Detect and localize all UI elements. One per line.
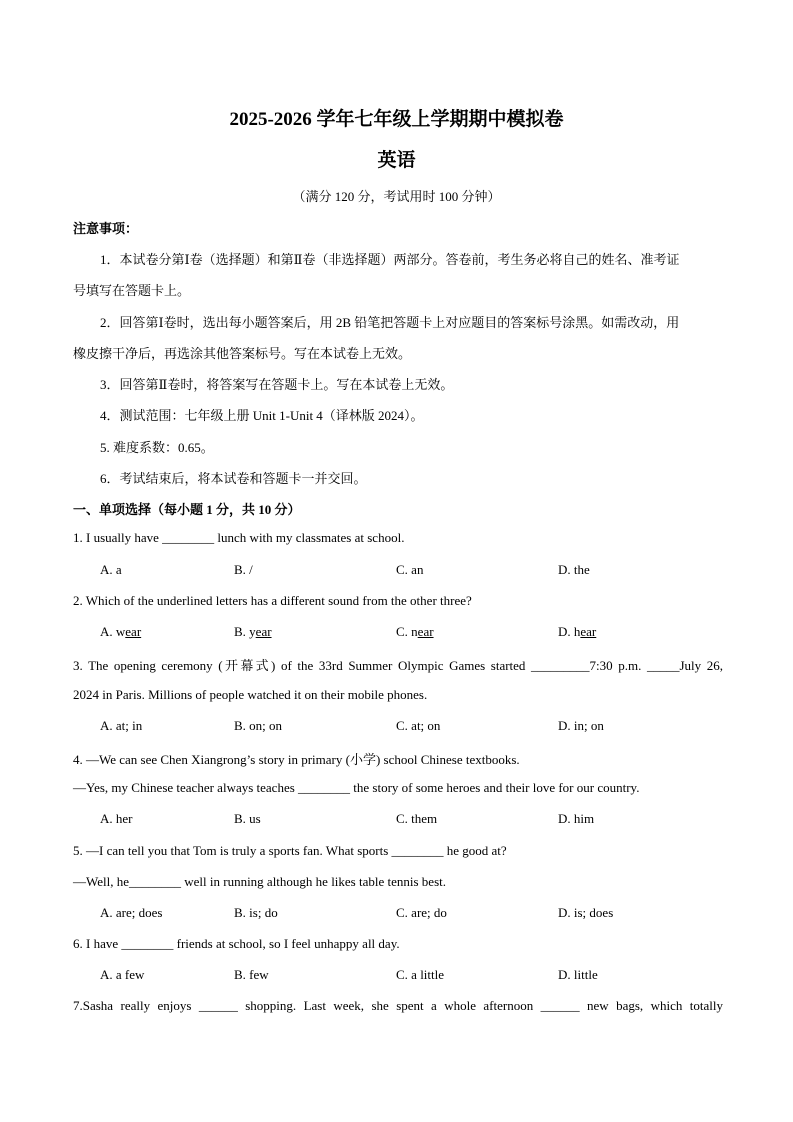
section-heading: 一、单项选择（每小题 1 分，共 10 分） [73,502,301,517]
q1-option-b: B. / [234,562,253,577]
q4-option-a: A. her [100,811,133,826]
q1-option-c: C. an [396,562,424,577]
question-7-stem-line-1: 7.Sasha really enjoys ______ shopping. Last week, she spent a whole afternoon ______ new bags, which totally [73,998,723,1013]
q5-option-c: C. are; do [396,905,447,920]
q3-option-a: A. at; in [100,718,143,733]
notice-item-2-line-1: 2．回答第Ⅰ卷时，选出每小题答案后，用 2B 铅笔把答题卡上对应题目的答案标号涂黑。如需改动，用 [100,315,680,330]
page-title: 2025-2026 学年七年级上学期期中模拟卷 [229,109,564,130]
notice-item-5: 5. 难度系数：0.65。 [100,440,214,455]
notice-heading: 注意事项： [73,221,139,236]
q5-option-a: A. are; does [100,905,163,920]
q2-option-d: D. hear [558,624,597,639]
q6-option-a: A. a few [100,967,145,982]
q6-option-c: C. a little [396,967,445,982]
q3-option-c: C. at; on [396,718,441,733]
q2-option-c: C. near [396,624,434,639]
question-5-stem-line-2: —Well, he________ well in running although he likes table tennis best. [73,874,447,889]
q6-option-b: B. few [234,967,269,982]
q1-option-d: D. the [558,562,590,577]
q3-option-d: D. in; on [558,718,604,733]
notice-item-2-line-2: 橡皮擦干净后，再选涂其他答案标号。写在本试卷上无效。 [73,346,412,361]
q4-option-c: C. them [396,811,438,826]
notice-item-1-line-2: 号填写在答题卡上。 [73,283,191,298]
notice-item-4: 4．测试范围：七年级上册 Unit 1-Unit 4（译林版 2024）。 [100,408,424,423]
question-2-stem: 2. Which of the underlined letters has a different sound from the other three? [73,593,472,608]
notice-item-1-line-1: 1．本试卷分第Ⅰ卷（选择题）和第Ⅱ卷（非选择题）两部分。答卷前，考生务必将自己的姓名、准考证 [100,252,680,267]
q4-option-d: D. him [558,811,595,826]
question-1-stem: 1. I usually have ________ lunch with my classmates at school. [73,530,405,545]
q6-option-d: D. little [558,967,598,982]
subject-title: 英语 [377,150,416,171]
question-5-stem-line-1: 5. —I can tell you that Tom is truly a sports fan. What sports ________ he good at? [73,843,507,858]
q5-option-b: B. is; do [234,905,278,920]
q3-option-b: B. on; on [234,718,283,733]
question-6-stem: 6. I have ________ friends at school, so I feel unhappy all day. [73,936,400,951]
q4-option-b: B. us [234,811,261,826]
exam-note: （满分 120 分，考试用时 100 分钟） [292,189,501,204]
question-3-stem-line-1: 3. The opening ceremony (开幕式) of the 33rd Summer Olympic Games started _________7:30 p.m. _____July 26, [73,658,723,673]
question-4-stem-line-1: 4. —We can see Chen Xiangrong’s story in primary (小学) school Chinese textbooks. [73,752,520,767]
q5-option-d: D. is; does [558,905,614,920]
q2-option-b: B. year [234,624,272,639]
notice-item-6: 6．考试结束后，将本试卷和答题卡一并交回。 [100,471,367,486]
q2-option-a: A. wear [100,624,142,639]
notice-item-3: 3．回答第Ⅱ卷时，将答案写在答题卡上。写在本试卷上无效。 [100,377,454,392]
question-3-stem-line-2: 2024 in Paris. Millions of people watched it on their mobile phones. [73,687,428,702]
question-4-stem-line-2: —Yes, my Chinese teacher always teaches ________ the story of some heroes and their love for our country. [73,780,640,795]
q1-option-a: A. a [100,562,122,577]
